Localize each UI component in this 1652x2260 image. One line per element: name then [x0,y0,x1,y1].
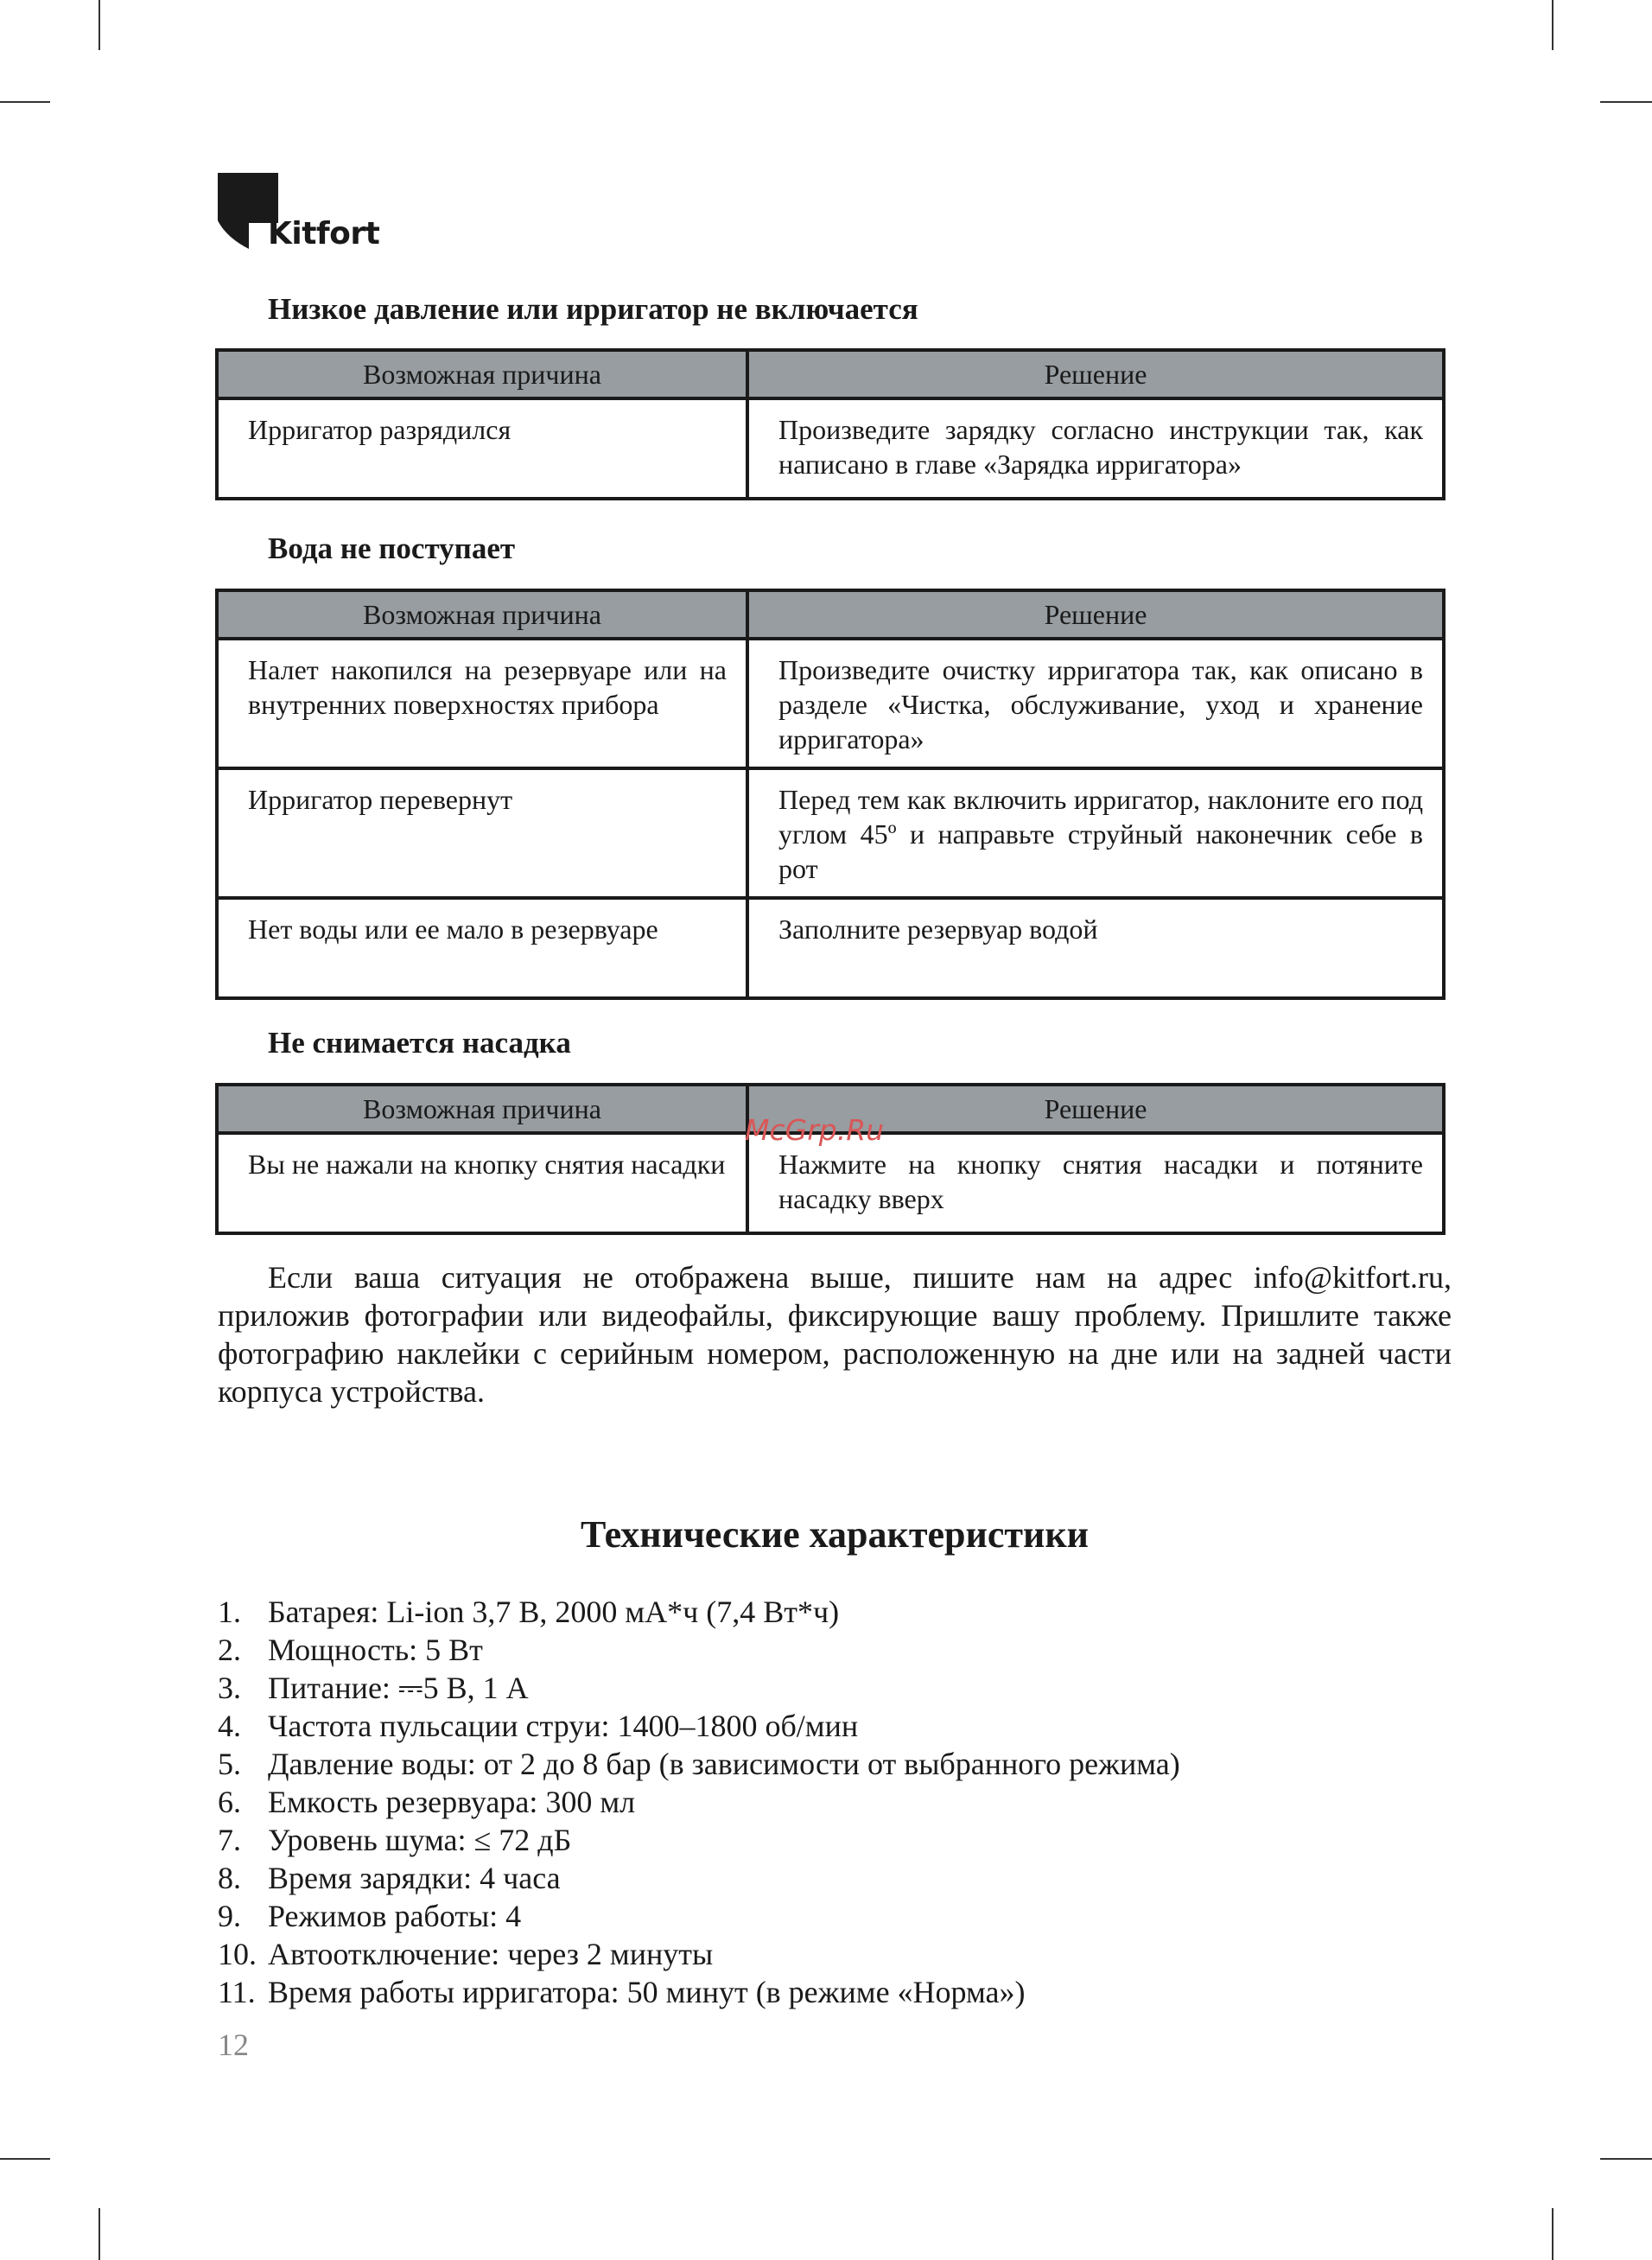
item-text: Частота пульсации струи: 1400–1800 об/мин [268,1709,859,1743]
brand-logo [218,173,391,255]
item-number: 8. [218,1861,241,1895]
solution-cell: Произведите зарядку согласно инструкции так, как написано в главе «Зарядка ирригатора» [747,398,1444,499]
list-item [218,1631,1180,1669]
list-item [218,1593,1180,1631]
table-row [217,768,1444,898]
specs-title: Технические характеристики [580,1513,1090,1556]
item-text: Время работы ирригатора: 50 минут (в режиме «Норма») [268,1975,1026,2009]
solution-cell: Нажмите на кнопку снятия насадки и потяните насадку вверх [747,1133,1444,1233]
solution-cell: Произведите очистку ирригатора так, как описано в разделе «Чистка, обслуживание, уход и хранение ирригатора» [747,639,1444,768]
item-text: Автоотключение: через 2 минуты [268,1937,714,1971]
table-row [217,639,1444,768]
table-header-row [217,350,1444,398]
column-header-cause: Возможная причина [217,1085,747,1133]
list-item [218,1935,1180,1973]
page-number: 12 [218,2028,249,2062]
list-item [218,1973,1180,2011]
solution-cell: Заполните резервуар водой [747,898,1444,998]
item-number: 9. [218,1899,241,1933]
table-header-row [217,590,1444,639]
section-title: Низкое давление или ирригатор не включается [268,292,918,326]
item-text: Уровень шума: ≤ 72 дБ [268,1823,572,1857]
crop-mark [1600,101,1652,103]
item-text: Время зарядки: 4 часа [268,1861,561,1895]
table-row [217,898,1444,998]
item-text: Питание: ⎓5 В, 1 А [268,1671,529,1705]
cause-cell: Вы не нажали на кнопку снятия насадки [217,1133,747,1233]
column-header-cause: Возможная причина [217,590,747,639]
column-header-solution: Решение [747,350,1444,398]
list-item [218,1821,1180,1859]
item-number: 1. [218,1595,241,1629]
list-item [218,1669,1180,1707]
crop-mark [0,101,50,103]
section-title: Не снимается насадка [268,1026,571,1060]
cause-cell: Ирригатор разрядился [217,398,747,499]
item-number: 7. [218,1823,241,1857]
item-number: 6. [218,1785,241,1819]
item-number: 11. [218,1975,256,2009]
crop-mark [1600,2158,1652,2160]
item-text: Емкость резервуара: 300 мл [268,1785,636,1819]
list-item [218,1707,1180,1745]
item-number: 5. [218,1747,241,1781]
item-text: Давление воды: от 2 до 8 бар (в зависимости от выбранного режима) [268,1747,1180,1781]
crop-mark [1552,2208,1554,2260]
column-header-solution: Решение [747,1085,1444,1133]
troubleshoot-table [215,348,1446,500]
watermark: McGrp.Ru [745,1113,885,1147]
section-title: Вода не поступает [268,532,516,565]
list-item [218,1859,1180,1897]
specs-list [218,1593,1180,2011]
item-number: 10. [218,1937,257,1971]
list-item [218,1897,1180,1935]
crop-mark [0,2158,50,2160]
column-header-solution: Решение [747,590,1444,639]
cause-cell: Нет воды или ее мало в резервуаре [217,898,747,998]
cause-cell: Налет накопился на резервуаре или на внутренних поверхностях прибора [217,639,747,768]
solution-cell: Перед тем как включить ирригатор, наклоните его под углом 45º и направьте струйный наконечник себе в рот [747,768,1444,898]
column-header-cause: Возможная причина [217,350,747,398]
crop-mark [98,2208,100,2260]
item-text: Режимов работы: 4 [268,1899,522,1933]
table-row [217,1133,1444,1233]
brand-name: Kitfort [268,216,380,251]
table-row [217,398,1444,499]
item-number: 2. [218,1633,241,1667]
item-number: 4. [218,1709,241,1743]
contact-paragraph: Если ваша ситуация не отображена выше, пишите нам на адрес info@kitfort.ru, приложив фотографии или видеофайлы, фиксирующие вашу проблему. Пришлите также фотографию наклейки с серийным номером, расположенную на дне или на задней части корпуса устройства. [218,1260,1452,1409]
cause-cell: Ирригатор перевернут [217,768,747,898]
crop-mark [98,0,100,50]
item-text: Батарея: Li-ion 3,7 В, 2000 мА*ч (7,4 Вт*ч) [268,1595,840,1629]
item-text: Мощность: 5 Вт [268,1633,483,1667]
list-item [218,1745,1180,1783]
troubleshoot-table [215,1083,1446,1235]
crop-mark [1552,0,1554,50]
troubleshoot-table [215,589,1446,1000]
list-item [218,1783,1180,1821]
item-number: 3. [218,1671,241,1705]
